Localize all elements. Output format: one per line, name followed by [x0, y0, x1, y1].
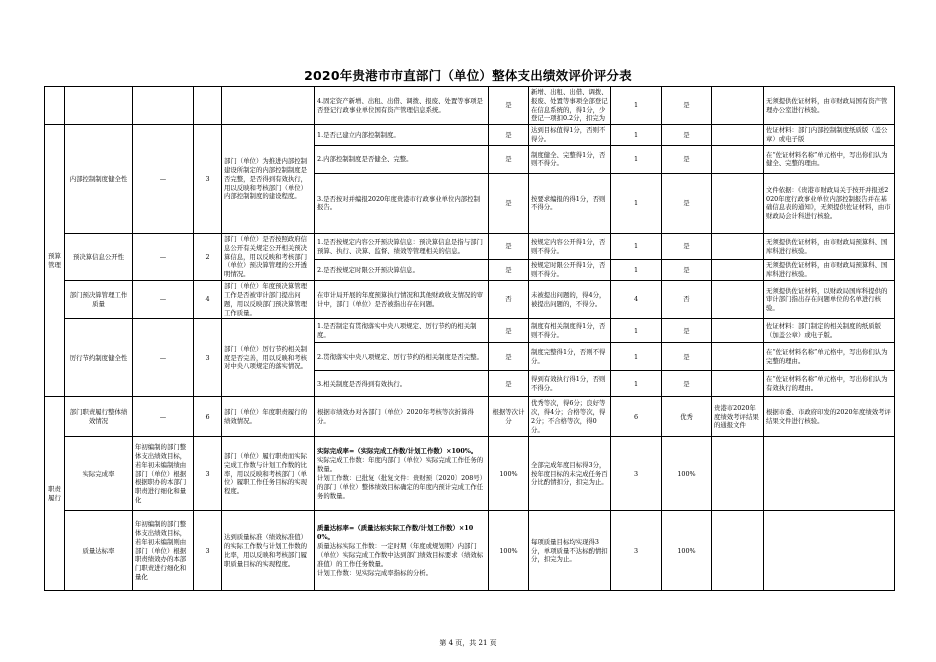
- evidence: [712, 437, 764, 511]
- definition: 计划工作数：已批复（批复文件：贵财预〔2020〕208号）的部门（单位）整体绩效目标确定的年度内预计完成工作任务的数量。: [317, 473, 484, 500]
- table-row: [45, 281, 895, 319]
- evidence: [712, 281, 764, 319]
- evidence: [712, 511, 764, 591]
- evidence: [712, 145, 764, 173]
- note: 在“佐证材料名称”单元格中，写出你们认为健全、完整的理由。: [764, 145, 895, 173]
- result: 是: [662, 125, 712, 146]
- score: 1: [611, 319, 662, 343]
- note: 佐证材料：部门制定的相关制度的纸质版（加盖公章）或电子版。: [764, 319, 895, 343]
- criteria: 1.是否已建立内部控制制度。: [315, 125, 489, 146]
- evidence: [712, 233, 764, 259]
- weight: 3: [194, 125, 222, 234]
- description: 部门（单位）年度职责履行的绩效情况。: [222, 397, 315, 437]
- rule: 制度有相关制度得1分，否则不得分。: [529, 319, 611, 343]
- score: 6: [611, 397, 662, 437]
- result: 100%: [662, 511, 712, 591]
- rule: 得到有效执行得1分，否则不得分。: [529, 371, 611, 397]
- score: 1: [611, 371, 662, 397]
- table-row: [45, 87, 895, 125]
- indicator-name-cell: [65, 87, 133, 125]
- evidence: [712, 260, 764, 281]
- criteria: 在审计局开展的年度预算执行情况和其他财政收支情况的审计中，部门（单位）是否被指出存在问题。: [315, 281, 489, 319]
- weight-cell: [194, 87, 222, 125]
- score: 1: [611, 173, 662, 233]
- answer: 是: [489, 233, 529, 259]
- indicator-name: 部门预决算管理工作质量: [65, 281, 133, 319]
- note: 根据市委、市政府印发的2020年度绩效考评结果文件进行核验。: [764, 397, 895, 437]
- table-row: [45, 319, 895, 343]
- rule: 按规定时限公开得1分，否则不得分。: [529, 260, 611, 281]
- table-row: [45, 511, 895, 591]
- score: 1: [611, 233, 662, 259]
- score: 1: [611, 145, 662, 173]
- note: 无须提供佐证材料，由市财政局预算科、国库科进行核验。: [764, 233, 895, 259]
- result: 是: [662, 145, 712, 173]
- result: 是: [662, 319, 712, 343]
- criteria: 2.贯彻落实中央八项规定、厉行节约的相关制度是否完整。: [315, 343, 489, 371]
- target-value: —: [133, 125, 194, 234]
- evidence-cell: [712, 87, 764, 125]
- evidence: [712, 319, 764, 343]
- result: 是: [662, 343, 712, 371]
- definition: 计划工作数：见实际完成率指标的分析。: [317, 568, 433, 577]
- definition: 质量达标实际工作数：一定时期（年度或规划期）内部门（单位）实际完成工作数中达到部门绩效目标要求（绩效标准值）的工作任务数量。: [317, 542, 484, 568]
- evidence: 贵港市2020年度绩效考评结果的通报文件: [712, 397, 764, 437]
- criteria-cell: 4.固定资产新增、出租、出借、调拨、报废、处置等事项是否登记行政事业单位国有资产管理信息系统。: [315, 87, 489, 125]
- rule: 按规定内容公开得1分，否则不得分。: [529, 233, 611, 259]
- answer: 是: [489, 173, 529, 233]
- table-row: [45, 397, 895, 437]
- note: 佐证材料：部门内部控制制度纸质版（盖公章）或电子版: [764, 125, 895, 146]
- weight: 2: [194, 233, 222, 280]
- table-row: [45, 233, 895, 259]
- weight: 3: [194, 511, 222, 591]
- criteria: [315, 511, 489, 591]
- answer-cell: 是: [489, 87, 529, 125]
- rule-cell: 新增、出租、出借、调拨、报废、处置等事项全部登记在信息系统的，得1分，少登记一项扣0.2分，扣完为: [529, 87, 611, 125]
- evidence: [712, 371, 764, 397]
- target-value: —: [133, 319, 194, 397]
- weight: 3: [194, 319, 222, 397]
- note: 文件依据：《贵港市财政局关于按开并报送2020年度行政事业单位内部控制报告并在基础信息表的通知》，无须提供佐证材料，由市财政局会计科进行核验。: [764, 173, 895, 233]
- result: 是: [662, 371, 712, 397]
- note: 在“佐证材料名称”单元格中，写出你们认为有效执行的理由。: [764, 371, 895, 397]
- answer: 100%: [489, 511, 529, 591]
- note: [764, 511, 895, 591]
- answer: 100%: [489, 437, 529, 511]
- indicator-name: 厉行节约制度健全性: [65, 319, 133, 397]
- note: 无须提供佐证材料，以财政局国库科提供的审计部门指出存在问题单位的名单进行核验。: [764, 281, 895, 319]
- answer: 是: [489, 343, 529, 371]
- answer: 是: [489, 125, 529, 146]
- result: 是: [662, 260, 712, 281]
- result-cell: 是: [662, 87, 712, 125]
- page-title: 2020年贵港市市直部门（单位）整体支出绩效评价评分表: [304, 68, 632, 83]
- result: 100%: [662, 437, 712, 511]
- score-cell: 1: [611, 87, 662, 125]
- target-value: —: [133, 233, 194, 280]
- score: 1: [611, 125, 662, 146]
- target-value: 年初编制的部门整体支出绩效目标，若年初未编制绩由部门（单位）根据根据职办的本部门职责进行细化和量化: [133, 437, 194, 511]
- answer: 是: [489, 260, 529, 281]
- criteria: 1.是否制定有贯彻落实中央八项规定、厉行节约的相关制度。: [315, 319, 489, 343]
- indicator-name: 实际完成率: [65, 437, 133, 511]
- criteria: 3.相关制度是否得到有效执行。: [315, 371, 489, 397]
- formula: 实际完成率=（实际完成工作数/计划工作数）×100%。: [317, 447, 478, 456]
- result: 是: [662, 233, 712, 259]
- answer: 是: [489, 145, 529, 173]
- criteria: [315, 437, 489, 511]
- score: 4: [611, 281, 662, 319]
- rule: 未被提出问题的，得4分，被提出问题的，不得分。: [529, 281, 611, 319]
- criteria: 3.是否按对并编报2020年度贵港市行政事业单位内部控制报告。: [315, 173, 489, 233]
- evidence: [712, 173, 764, 233]
- note-cell: 无须提供佐证材料，由市财政局国有资产管理办公室进行核验。: [764, 87, 895, 125]
- evidence: [712, 125, 764, 146]
- table-row: [45, 125, 895, 146]
- indicator-name: 内部控制制度健全性: [65, 125, 133, 234]
- target-value-cell: [133, 87, 194, 125]
- description: 部门（单位）履行职责而实际完成工作数与计划工作数的比率，用以反映和考核部门（单位）履职工作任务目标的实现程度。: [222, 437, 315, 511]
- page-footer: 第 4 页，共 21 页: [439, 639, 497, 647]
- score: 1: [611, 260, 662, 281]
- rule: 制度健全、完整得1分，否则不得分。: [529, 145, 611, 173]
- target-value: —: [133, 397, 194, 437]
- result: 优秀: [662, 397, 712, 437]
- target-value: —: [133, 281, 194, 319]
- answer: 是: [489, 371, 529, 397]
- evaluation-score-table: [44, 86, 895, 591]
- criteria: 1.是否按规定内容公开预决算信息：预决算信息是指与部门预算、执行、决算、监督、绩效等管理相关的信息。: [315, 233, 489, 259]
- target-value: 年初编制的部门整体支出绩效目标，若年初未编制则由部门（单位）根据职责绩效办的本部门职责进行细化和量化: [133, 511, 194, 591]
- formula: 质量达标率=（质量达标实际工作数/计划工作数）×100%。: [317, 524, 474, 542]
- rule: 制度完整得1分，否则不得分。: [529, 343, 611, 371]
- rule: 每项质量目标均实现得3分，单项质量不达标酌情扣分，扣完为止。: [529, 511, 611, 591]
- rule: 全部完成年度目标得3分，按年度目标的未完成任务百分比酌情扣分，扣完为止。: [529, 437, 611, 511]
- rule: 优秀等次，得6分；良好等次，得4分；合格等次，得2分；不合格等次，得0分。: [529, 397, 611, 437]
- result: 否: [662, 281, 712, 319]
- section-label: 职责履行: [45, 397, 65, 591]
- answer: 否: [489, 281, 529, 319]
- rule: 达到目标值得1分，否则不得分。: [529, 125, 611, 146]
- description: 部门（单位）年度预决算管理工作是否被审计部门提出问题，用以反映部门预决算管理工作质量。: [222, 281, 315, 319]
- criteria: 2.内部控制制度是否健全、完整。: [315, 145, 489, 173]
- table-row: [45, 437, 895, 511]
- rule: 按要求编报的得1分，否则不得分。: [529, 173, 611, 233]
- score: 3: [611, 437, 662, 511]
- description: 部门（单位）是否按照政府信息公开有关规定公开相关预决算信息，用以反映和考核部门（单位）预决算管理的公开透明情况。: [222, 233, 315, 280]
- note: 无须提供佐证材料，由市财政局预算科、国库科进行核验。: [764, 260, 895, 281]
- weight: 6: [194, 397, 222, 437]
- indicator-name: 部门职责履行整体绩效情况: [65, 397, 133, 437]
- indicator-name: 预决算信息公开性: [65, 233, 133, 280]
- score: 3: [611, 511, 662, 591]
- answer: 是: [489, 319, 529, 343]
- section-label: 预算管理: [45, 125, 65, 397]
- score: 1: [611, 343, 662, 371]
- description: 达到质量标准（绩效标准值）的实际工作数与计划工作数的比率，用以反映和考核部门履职质量目标的实现程度。: [222, 511, 315, 591]
- description: 部门（单位）厉行节约相关制度是否完善，用以反映和考核对中央八项规定的落实情况。: [222, 319, 315, 397]
- result: 是: [662, 173, 712, 233]
- note: [764, 437, 895, 511]
- answer: 根据等次计分: [489, 397, 529, 437]
- definition: 实际完成工作数：年度内部门（单位）实际完成工作任务的数量。: [317, 456, 484, 474]
- evidence: [712, 343, 764, 371]
- section-cell-blank: [45, 87, 65, 125]
- description-cell: [222, 87, 315, 125]
- weight: 3: [194, 437, 222, 511]
- criteria: 2.是否按规定时限公开预决算信息。: [315, 260, 489, 281]
- note: 在“佐证材料名称”单元格中，写出你们认为完整的理由。: [764, 343, 895, 371]
- weight: 4: [194, 281, 222, 319]
- criteria: 根据市绩效办对各部门（单位）2020年考核等次折算得分。: [315, 397, 489, 437]
- description: 部门（单位）为推进内部控制建设所制定的内部控制制度是否完整，是否得到有效执行，用以反映和考核部门（单位）内部控制制度的建设程度。: [222, 125, 315, 234]
- indicator-name: 质量达标率: [65, 511, 133, 591]
